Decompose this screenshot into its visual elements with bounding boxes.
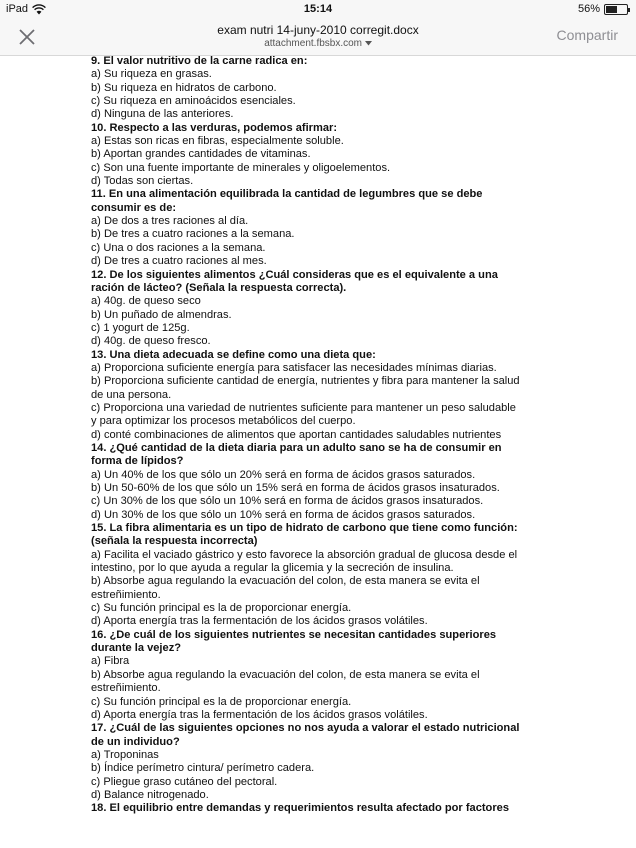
battery-fill [606, 6, 617, 13]
answer-option: b) Un puñado de almendras. [91, 308, 232, 321]
answer-option: a) Proporciona suficiente energía para satisfacer las necesidades mínimas diarias. [91, 361, 497, 374]
question-heading: forma de lípidos? [91, 455, 184, 468]
status-time: 15:14 [303, 3, 333, 15]
answer-option: c) Su función principal es la de proporcionar energía. [91, 695, 352, 708]
answer-option: b) Un 50-60% de los que sólo un 15% será en forma de ácidos grasos insaturados. [91, 482, 500, 494]
question-heading: 12. De los siguientes alimentos ¿Cuál consideras que es el equivalente a una [91, 268, 498, 281]
answer-option: b) Aportan grandes cantidades de vitaminas. [91, 148, 311, 161]
answer-option: b) Absorbe agua regulando la evacuación del colon, de esta manera se evita el [91, 575, 480, 588]
answer-option: c) Su función principal es la de proporcionar energía. [91, 602, 352, 615]
question-heading: durante la vejez? [91, 642, 182, 655]
answer-option: c) Una o dos raciones a la semana. [91, 241, 266, 254]
question-q12 [91, 269, 631, 349]
question-heading: 10. Respecto a las verduras, podemos afirmar: [91, 121, 338, 134]
answer-option: estreñimiento. [91, 682, 161, 695]
answer-option: b) Proporciona suficiente cantidad de energía, nutrientes y fibra para mantener la salud [91, 375, 520, 388]
answer-option: a) Troponinas [91, 748, 159, 761]
question-heading: 18. El equilibrio entre demandas y requerimientos resulta afectado por factores [91, 802, 509, 815]
question-heading: de un individuo? [91, 735, 180, 748]
answer-option: d) Aporta energía tras la fermentación de los ácidos grasos volátiles. [91, 708, 428, 721]
answer-option: c) Pliegue graso cutáneo del pectoral. [91, 775, 278, 788]
answer-option: intestino, por lo que ayuda a regular la glicemia y la secreción de insulina. [91, 562, 454, 575]
device-label: iPad [6, 3, 29, 15]
question-heading: 16. ¿De cuál de los siguientes nutrientes se necesitan cantidades superiores [91, 628, 497, 641]
answer-option: d) Aporta energía tras la fermentación de los ácidos grasos volátiles. [91, 615, 428, 628]
question-heading: ración de lácteo? (Señala la respuesta correcta). [91, 281, 347, 294]
answer-option: b) Su riqueza en hidratos de carbono. [91, 81, 277, 94]
answer-option: d) 40g. de queso fresco. [91, 335, 211, 348]
question-heading: 15. La fibra alimentaria es un tipo de hidrato de carbono que tiene como función: [91, 522, 518, 535]
answer-option: c) Un 30% de los que sólo un 10% será en forma de ácidos grasos insaturados. [91, 495, 484, 508]
answer-option: b) De tres a cuatro raciones a la semana. [91, 228, 295, 241]
nav-title[interactable] [0, 23, 636, 49]
question-q16 [91, 629, 631, 722]
document-content [91, 55, 631, 816]
answer-option: estreñimiento. [91, 588, 161, 601]
question-q13 [91, 349, 631, 442]
question-q15 [91, 522, 631, 629]
answer-option: a) De dos a tres raciones al día. [91, 215, 249, 228]
question-heading: 9. El valor nutritivo de la carne radica en: [91, 55, 308, 67]
question-heading: 17. ¿Cuál de las siguientes opciones no nos ayuda a valorar el estado nutricional [91, 722, 520, 735]
question-q11 [91, 188, 631, 268]
question-q18 [91, 802, 631, 815]
battery-icon [604, 4, 628, 15]
answer-option: d) Ninguna de las anteriores. [91, 108, 234, 121]
answer-option: d) Balance nitrogenado. [91, 788, 209, 801]
question-heading: 13. Una dieta adecuada se define como una dieta que: [91, 348, 376, 361]
answer-option: a) Facilita el vaciado gástrico y esto favorece la absorción gradual de glucosa desde el [91, 548, 518, 561]
battery-percent: 56% [577, 3, 600, 15]
question-q10 [91, 122, 631, 189]
answer-option: de una persona. [91, 388, 172, 401]
question-heading: 14. ¿Qué cantidad de la dieta diaria para un adulto sano se ha de consumir en [91, 441, 502, 454]
answer-option: y para optimizar los procesos metabólicos del cuerpo. [91, 415, 356, 428]
question-heading: consumir es de: [91, 201, 177, 214]
answer-option: a) Fibra [91, 655, 130, 668]
answer-option: c) Proporciona una variedad de nutrientes suficiente para mantener un peso saludable [91, 401, 516, 414]
nav-bar [0, 18, 636, 56]
question-heading: (señala la respuesta incorrecta) [91, 535, 258, 548]
answer-option: c) Su riqueza en aminoácidos esenciales. [91, 95, 296, 108]
document-source-label: attachment.fbsbx.com [264, 38, 363, 49]
status-bar [0, 0, 636, 18]
answer-option: c) 1 yogurt de 125g. [91, 321, 190, 334]
document-title: exam nutri 14-juny-2010 corregit.docx [217, 23, 419, 37]
share-button[interactable]: Compartir [556, 27, 618, 43]
answer-option: b) Absorbe agua regulando la evacuación del colon, de esta manera se evita el [91, 668, 480, 681]
answer-option: b) Índice perímetro cintura/ perímetro cadera. [91, 762, 315, 775]
answer-option: c) Son una fuente importante de minerales y oligoelementos. [91, 161, 391, 174]
question-q17 [91, 722, 631, 802]
answer-option: a) Un 40% de los que sólo un 20% será en forma de ácidos grasos saturados. [91, 468, 476, 481]
answer-option: d) De tres a cuatro raciones al mes. [91, 255, 267, 268]
answer-option: a) 40g. de queso seco [91, 295, 201, 308]
answer-option: d) Todas son ciertas. [91, 175, 194, 188]
chevron-down-icon [365, 41, 372, 46]
answer-option: d) conté combinaciones de alimentos que aportan cantidades saludables nutrientes [91, 428, 502, 441]
question-heading: 11. En una alimentación equilibrada la cantidad de legumbres que se debe [91, 188, 483, 201]
status-right [578, 3, 628, 15]
answer-option: a) Estas son ricas en fibras, especialmente soluble. [91, 135, 344, 148]
question-q14 [91, 442, 631, 522]
answer-option: d) Un 30% de los que sólo un 10% será en forma de ácidos grasos saturados. [91, 508, 476, 521]
question-q9 [91, 55, 631, 122]
answer-option: a) Su riqueza en grasas. [91, 68, 212, 81]
document-source[interactable] [0, 38, 636, 49]
